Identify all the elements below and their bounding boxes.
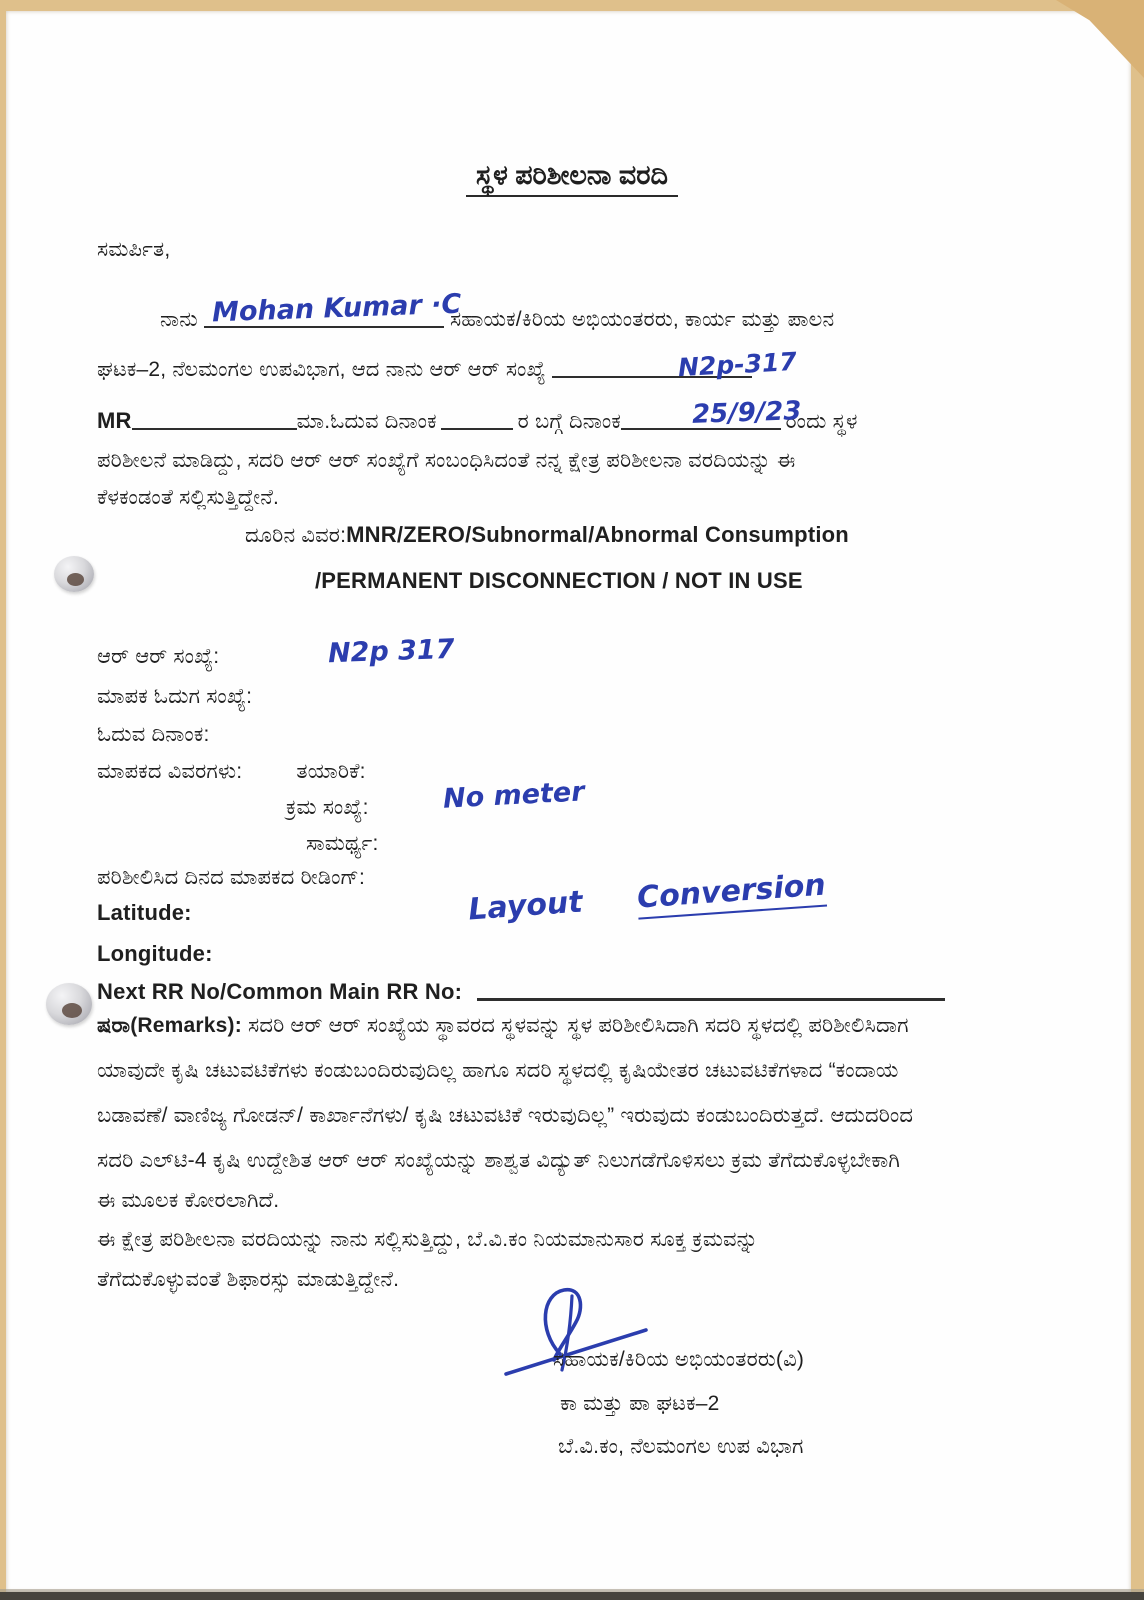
closing-line-2: ತೆಗೆದುಕೊಳ್ಳುವಂತೆ ಶಿಫಾರಸ್ಸು ಮಾಡುತ್ತಿದ್ದೇನೆ. — [97, 1268, 400, 1291]
field-serial-label: ಕ್ರಮ ಸಂಖ್ಯೆ: — [286, 796, 369, 819]
handwritten-serial-value: No meter — [442, 776, 586, 815]
complaint-types-text: MNR/ZERO/Subnormal/Abnormal Consumption — [346, 522, 849, 547]
remarks-line-1 — [97, 1014, 909, 1038]
remarks-line-3: ಬಡಾವಣೆ/ ವಾಣಿಜ್ಯ ಗೋಡನ್/ ಕಾರ್ಖಾನೆಗಳು/ ಕೃಷಿ ಚಟುವಟಿಕೆ ಇರುವುದಿಲ್ಲ” ಇರುವುದು ಕಂಡುಬಂದಿರುತ್ತದೆ. ಆದುದರಿಂದ — [97, 1104, 914, 1127]
intro-line1-pre: ನಾನು — [160, 308, 198, 331]
remarks-line-2: ಯಾವುದೇ ಕೃಷಿ ಚಟುವಟಿಕೆಗಳು ಕಂಡುಬಂದಿರುವುದಿಲ್ಲ ಹಾಗೂ ಸದರಿ ಸ್ಥಳದಲ್ಲಿ ಕೃಷಿಯೇತರ ಚಟುವಟಿಕೆಗಳಾದ “ಕಂದಾಯ — [97, 1059, 899, 1082]
signatory-unit: ಕಾ ಮತ್ತು ಪಾ ಘಟಕ–2 — [560, 1392, 720, 1415]
handwritten-annotation-word2: Conversion — [636, 868, 827, 920]
handwritten-annotation-word1: Layout — [467, 884, 584, 928]
field-capacity-label: ಸಾಮರ್ಥ್ಯ: — [306, 832, 379, 855]
signatory-designation: ಸಹಾಯಕ/ಕಿರಿಯ ಅಭಿಯಂತರರು(ವಿ) — [553, 1348, 805, 1371]
intro-line2-pre: ಘಟಕ–2, ನೆಲಮಂಗಲ ಉಪವಿಭಾಗ, ಆದ ನಾನು ಆರ್ ಆರ್ ಸಂಖ್ಯೆ — [97, 358, 546, 381]
date-blank-line-1 — [441, 412, 513, 430]
mr-label: MR — [97, 408, 132, 433]
handwritten-rr-value: N2p 317 — [327, 633, 455, 670]
field-make-label: ತಯಾರಿಕೆ: — [296, 760, 366, 783]
remarks-line-5: ಈ ಮೂಲಕ ಕೋರಲಾಗಿದೆ. — [97, 1189, 280, 1212]
complaint-kn-label: ದೂರಿನ ವಿವರ: — [245, 524, 347, 547]
field-meter-details-row — [97, 760, 366, 784]
binder-hole-bottom — [46, 983, 92, 1025]
intro-line-4: ಪರಿಶೀಲನೆ ಮಾಡಿದ್ದು, ಸದರಿ ಆರ್ ಆರ್ ಸಂಖ್ಯೆಗೆ ಸಂಬಂಧಿಸಿದಂತೆ ನನ್ನ ಕ್ಷೇತ್ರ ಪರಿಶೀಲನಾ ವರದಿಯನ್ನು ಈ — [97, 449, 796, 472]
signatory-division: ಬೆ.ವಿ.ಕಂ, ನೆಲಮಂಗಲ ಉಪ ವಿಭಾಗ — [558, 1435, 804, 1458]
remarks-text-1: ಸದರಿ ಆರ್ ಆರ್ ಸಂಖ್ಯೆಯ ಸ್ಥಾವರದ ಸ್ಥಳವನ್ನು ಸ್ಥಳ ಪರಿಶೀಲಿಸಿದಾಗಿ ಸದರಿ ಸ್ಥಳದಲ್ಲಿ ಪರಿಶೀಲಿಸಿದಾಗ — [247, 1014, 909, 1037]
complaint-line-2: /PERMANENT DISCONNECTION / NOT IN USE — [315, 568, 803, 593]
field-reading-date-label: ಓದುವ ದಿನಾಂಕ: — [97, 723, 210, 746]
page-title: ಸ್ಥಳ ಪರಿಶೀಲನಾ ವರದಿ — [466, 160, 678, 197]
field-meter-details-label: ಮಾಪಕದ ವಿವರಗಳು: — [97, 760, 243, 783]
scan-bottom-edge — [0, 1592, 1144, 1600]
closing-line-1: ಈ ಕ್ಷೇತ್ರ ಪರಿಶೀಲನಾ ವರದಿಯನ್ನು ನಾನು ಸಲ್ಲಿಸುತ್ತಿದ್ದು, ಬೆ.ವಿ.ಕಂ ನಿಯಮಾನುಸಾರ ಸೂಕ್ತ ಕ್ರಮವನ್ನು — [97, 1228, 759, 1251]
binder-hole-bottom-shadow — [62, 1003, 82, 1018]
remarks-lead-label: ಷರಾ(Remarks): — [97, 1014, 242, 1037]
intro-line1-post: ಸಹಾಯಕ/ಕಿರಿಯ ಅಭಿಯಂತರರು, ಕಾರ್ಯ ಮತ್ತು ಪಾಲನ — [449, 308, 835, 331]
salutation: ಸಮರ್ಪಿತ, — [97, 238, 171, 261]
field-latitude-label: Latitude: — [97, 900, 192, 925]
handwritten-name: Mohan Kumar ·C — [211, 288, 462, 329]
reading-date-label-inline: ಮಾ.ಓದುವ ದಿನಾಂಕ — [296, 410, 437, 433]
binder-hole-top — [54, 556, 94, 592]
complaint-line-1 — [245, 522, 849, 548]
intro-line-2 — [97, 358, 752, 382]
remarks-line-4: ಸದರಿ ಎಲ್‌ಟಿ-4 ಕೃಷಿ ಉದ್ದೇಶಿತ ಆರ್ ಆರ್ ಸಂಖ್ಯೆಯನ್ನು ಶಾಶ್ವತ ವಿದ್ಯುತ್ ನಿಲುಗಡೆಗೊಳಿಸಲು ಕ್ರಮ ತೆಗೆದುಕೊಳ್ಳಬೇಕಾಗಿ — [97, 1149, 901, 1172]
document-title-row — [0, 160, 1144, 192]
field-meter-reader-label: ಮಾಪಕ ಓದುಗ ಸಂಖ್ಯೆ: — [97, 685, 253, 708]
field-longitude-label: Longitude: — [97, 941, 213, 966]
next-rr-blank-line — [477, 982, 945, 1001]
binder-hole-top-shadow — [67, 573, 84, 586]
field-next-rr-row — [97, 979, 945, 1005]
about-date-label: ರ ಬಗ್ಗೆ ದಿನಾಂಕ — [517, 410, 622, 433]
field-inspection-reading-label: ಪರಿಶೀಲಿಸಿದ ದಿನದ ಮಾಪಕದ ರೀಡಿಂಗ್: — [97, 866, 366, 889]
field-next-rr-label: Next RR No/Common Main RR No: — [97, 979, 463, 1004]
field-rr-label: ಆರ್ ಆರ್ ಸಂಖ್ಯೆ: — [97, 645, 220, 668]
handwritten-rr-number: N2p-317 — [677, 346, 798, 383]
on-site-label: ರಂದು ಸ್ಥಳ — [785, 410, 858, 433]
mr-blank-line — [132, 412, 297, 430]
intro-line-5: ಕೆಳಕಂಡಂತೆ ಸಲ್ಲಿಸುತ್ತಿದ್ದೇನೆ. — [97, 486, 280, 509]
handwritten-date: 25/9/23 — [691, 396, 802, 430]
